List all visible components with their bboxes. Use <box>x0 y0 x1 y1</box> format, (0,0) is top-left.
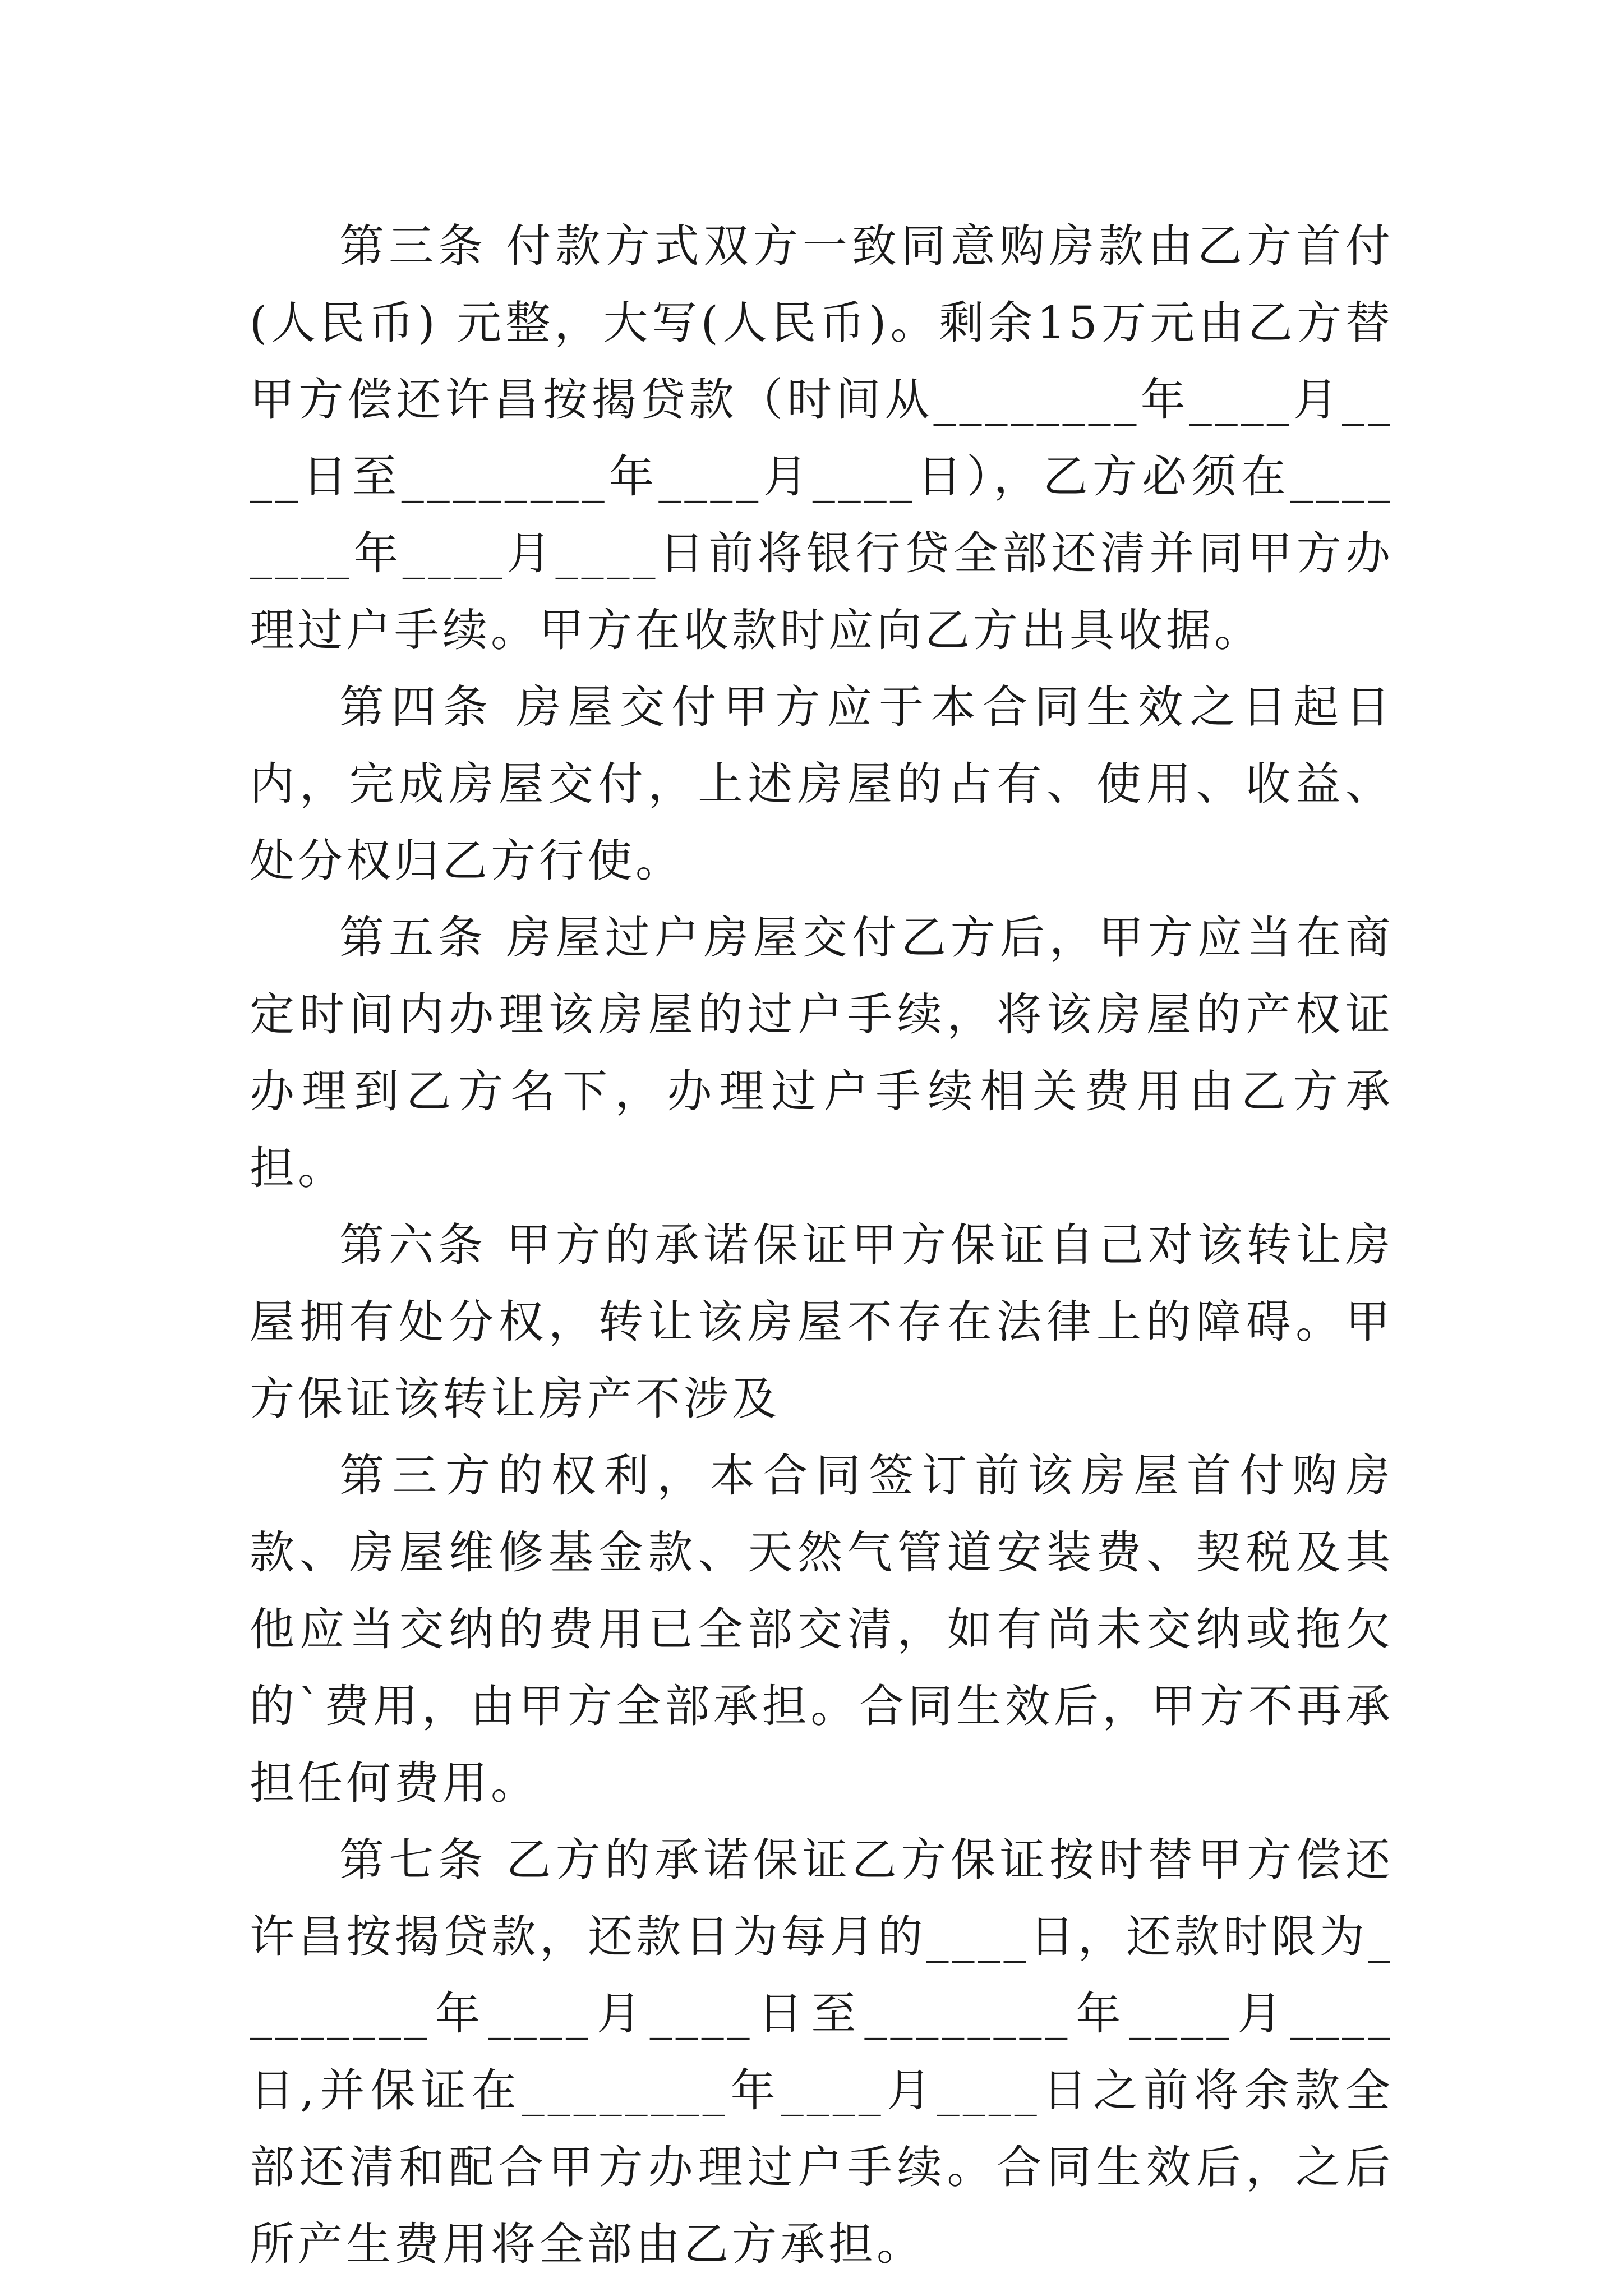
paragraph-article-4: 第四条 房屋交付甲方应于本合同生效之日起日内，完成房屋交付，上述房屋的占有、使用、收益、处分权归乙方行使。 <box>250 681 1394 887</box>
paragraph-article-6-continued: 第三方的权利，本合同签订前该房屋首付购房款、房屋维修基金款、天然气管道安装费、契税及其他应当交纳的费用已全部交清，如有尚未交纳或拖欠的`费用，由甲方全部承担。合同生效后，甲方不再承担任何费用。 <box>250 1450 1394 1809</box>
paragraph-article-7: 第七条 乙方的承诺保证乙方保证按时替甲方偿还许昌按揭贷款，还款日为每月的____日，还款时限为________年____月____日至________年____月____日,并保证在________年____月____日之前将余款全部还清和配合甲方办理过户手续。合同生效后，之后所产生费用将全部由乙方承担。 <box>250 1834 1394 2270</box>
paragraph-article-3: 第三条 付款方式双方一致同意购房款由乙方首付(人民币) 元整，大写(人民币)。剩余15万元由乙方替甲方偿还许昌按揭贷款（时间从________年____月____日至________年____月____日），乙方必须在________年____月____日前将银行贷全部还清并同甲方办理过户手续。甲方在收款时应向乙方出具收据。 <box>250 220 1394 656</box>
paragraph-article-6: 第六条 甲方的承诺保证甲方保证自己对该转让房屋拥有处分权，转让该房屋不存在法律上的障碍。甲方保证该转让房产不涉及 <box>250 1219 1394 1425</box>
paragraph-article-5: 第五条 房屋过户房屋交付乙方后，甲方应当在商定时间内办理该房屋的过户手续，将该房屋的产权证办理到乙方名下，办理过户手续相关费用由乙方承担。 <box>250 912 1394 1194</box>
document-body <box>250 208 1394 2283</box>
